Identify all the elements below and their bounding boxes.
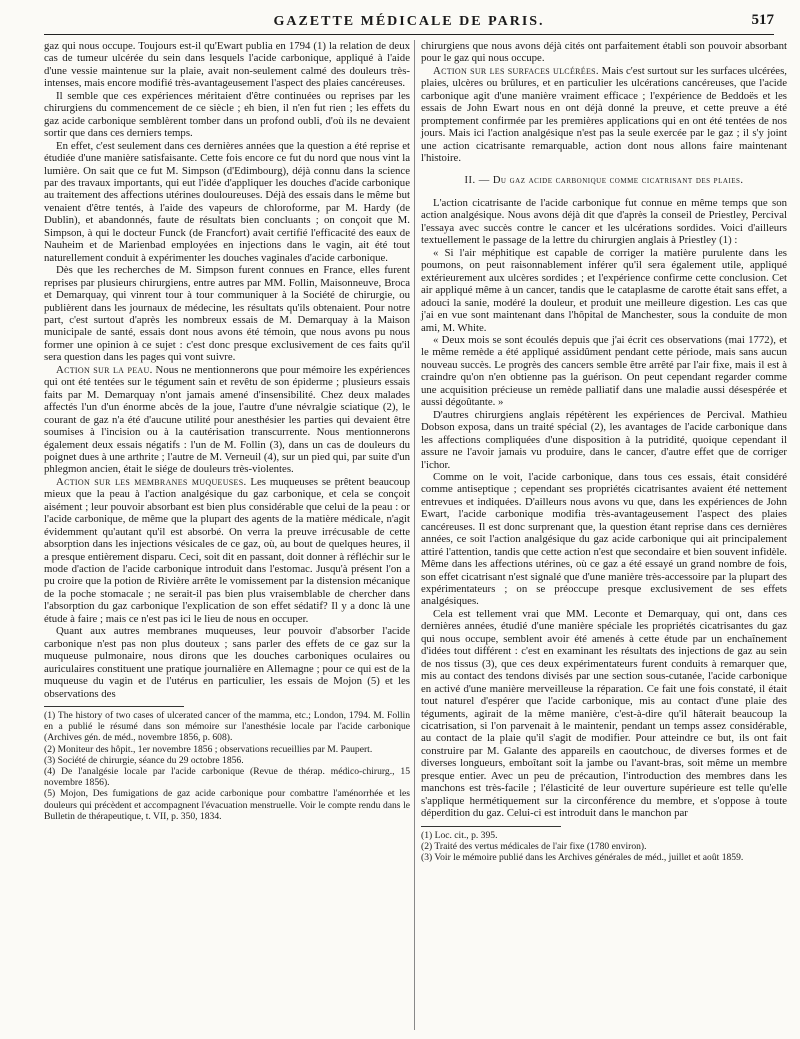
- footnote: (2) Moniteur des hôpit., 1er novembre 1856 ; observations recueillies par M. Paupert.: [44, 743, 373, 755]
- run-in-heading: Action sur la peau.: [56, 363, 153, 376]
- footnote-rule: [44, 706, 184, 707]
- paragraph: [44, 476, 410, 625]
- footnote: (4) De l'analgésie locale par l'acide carbonique (Revue de thérap. médico-chirurg., 15 novembre 1856).: [44, 766, 410, 789]
- footnote: (1) The history of two cases of ulcerated cancer of the mamma, etc.; London, 1794. M. Follin en a publié le résumé dans son mémoire sur l'anesthésie locale par l'acide carbonique (Archives gén. de méd., novembre 1856, p. 608).: [44, 710, 410, 744]
- footnotes: [44, 710, 410, 822]
- paragraph: Quant aux autres membranes muqueuses, leur pouvoir d'absorber l'acide carbonique n'est pas non plus douteux ; sans parler des effets de ce gaz sur la muqueuse pulmonaire, nous dirons que les douches carboniques oculaires ou auriculaires constituent une pratique journalière en Allemagne ; pour ce qui est de la muqueuse du vagin et de l'utérus en particulier, les essais de Mojon (5) et les observations des: [44, 625, 410, 700]
- paragraph-text: Les muqueuses se prêtent beaucoup mieux que la peau à l'action analgésique du gaz carbonique, et cela se conçoit aisément ; leur pouvoir absorbant est bien plus considérable que celui de la peau : or l'acide carbonique, de même que la plupart des agents de la matière médicale, n'agit évidemment qu'autant qu'il est absorbé. On verra la preuve irrécusable de cette absorption dans les injections vésicales de ce gaz, où, au bout de quelques heures, il a presque entièrement disparu. Ceci, soit dit en passant, doit donner à réfléchir sur le mode d'action de l'acide carbonique introduit dans l'estomac. Jusqu'à présent l'on a pu croire que la potion de Rivière arrête le vomissement par la distension mécanique de la poche stomacale ; ne serait-il pas bien plus vraisemblable de chercher dans l'absorption du gaz carbonique l'explication de son effet sédatif? Il y a donc là une étude à faire ; mais ce n'est pas ici le lieu de nous en occuper.: [44, 475, 410, 625]
- right-column: [414, 40, 787, 1030]
- paragraph: L'action cicatrisante de l'acide carbonique fut connue en même temps que son action analgésique. Nous avons déjà dit que d'après la conseil de Priestley, Percival l'essaya avec succès contre le cancer et les ulcérations sordides. Voici d'ailleurs textuellement le passage de la lettre du chirurgien anglais à Priestley (1) :: [421, 196, 787, 247]
- footnote: (2) Traité des vertus médicales de l'air fixe (1780 environ).: [421, 840, 647, 852]
- paragraph: [44, 364, 410, 476]
- paragraph: En effet, c'est seulement dans ces dernières années que la question a été reprise et étudiée d'une manière satisfaisante. Cette fois encore ce fut du nord que nous vint la lumière. On sait que ce fut M. Simpson (d'Edimbourg), déjà connu dans la science par des travaux importants, qui eut l'idée d'appliquer les douches d'acide carbonique au traitement des affections utérines douloureuses. Déjà des essais dans le même but venaient d'être tentés, à l'aide des vapeurs de chloroforme, par M. Hardy (de Dublin), et abandonnés, faute de résultats bien concluants ; on conçoit que M. Simpson, à qui le docteur Funck (de Francfort) avait certifié l'efficacité des eaux de Nauheim et de Marienbad employées en injections dans le vagin, ait été tout naturellement conduit à expérimenter les douches vaginales d'acide carbonique.: [44, 139, 410, 264]
- paragraph: Cela est tellement vrai que MM. Leconte et Demarquay, qui ont, dans ces dernières années, étudié d'une manière spéciale les propriétés cicatrisantes du gaz qui nous occupe, semblent avoir été amenés à cette étude par un enchaînement d'idées tout différent : c'est en examinant les résultats des injections de gaz au sein de nos tissus (3), que ces deux expérimentateurs furent conduits à remarquer que, mis au contact des tendons divisés par une section sous-cutanée, l'acide carbonique en activé d'une manière merveilleuse la réparation. Ce fait une fois constaté, il était tout naturel d'espérer que l'acide carbonique, mis au contact d'une plaie des téguments, agirait de la même manière, c'est-à-dire qu'il hâterait beaucoup la cicatrisation, si l'on parvenait à le maintenir, pendant un temps assez considérable, au contact de la plaie qu'il s'agit de modifier. Pour atteindre ce but, ils ont fait construire par M. Galante des appareils en caoutchouc, de diverses formes et de diverses longueurs, emboîtant soit la jambe ou l'avant-bras, soit même un membre presque entier. Avec un peu de précaution, l'introduction des membres dans les manchons est très-facile ; l'élasticité de leur ouverture supérieure est telle qu'elle s'applique hermétiquement sur la circonférence du membre, et s'oppose à toute déperdition du gaz. Celui-ci est introduit dans le manchon par: [421, 607, 787, 820]
- paragraph-text: Mais c'est surtout sur les surfaces ulcérées, plaies, ulcères ou brûlures, et en particulier les ulcérations cancéreuses, que l'acide carbonique agit d'une manière vraiment efficace ; l'expérience de Beddoës et les essais de John Ewart nous en ont déjà donné la preuve, et cette preuve a été promptement confirmée par les premières applications qui en ont été tentées de nos jours. Mais ici l'action analgésique n'est pas la seule exercée par le gaz ; il s'y joint une action cicatrisante remarquable, action dont nous allons faire maintenant l'histoire.: [421, 64, 787, 165]
- left-column: [44, 40, 410, 1030]
- footnote-rule: [421, 826, 561, 827]
- journal-title: GAZETTE MÉDICALE DE PARIS.: [273, 14, 545, 29]
- section-heading: II. — Du gaz acide carbonique comme cicatrisant des plaies.: [464, 174, 744, 186]
- footnote: (1) Loc. cit., p. 395.: [421, 829, 498, 841]
- run-in-heading: Action sur les membranes muqueuses.: [56, 475, 247, 488]
- footnotes: [421, 830, 787, 864]
- paragraph: [421, 65, 787, 165]
- paragraph: chirurgiens que nous avons déjà cités ont parfaitement établi son pouvoir absorbant pour le gaz qui nous occupe.: [421, 40, 787, 65]
- footnote: (3) Société de chirurgie, séance du 29 octobre 1856.: [44, 754, 244, 766]
- paragraph: Il semble que ces expériences méritaient d'être continuées ou reprises par les chirurgiens du commencement de ce siècle ; eh bien, il n'en fut rien ; les effets du gaz acide carbonique semblèrent tomber dans un profond oubli, d'où ils ne devaient sortir que dans ces derniers temps.: [44, 89, 410, 140]
- page-header: [44, 10, 774, 35]
- footnote: (3) Voir le mémoire publié dans les Archives générales de méd., juillet et août 1859.: [421, 852, 744, 864]
- run-in-heading: Action sur les surfaces ulcérées.: [433, 64, 599, 77]
- paragraph: Comme on le voit, l'acide carbonique, dans tous ces essais, était considéré comme antiseptique ; cependant ses propriétés cicatrisantes avaient été nettement entrevues et indiquées. D'ailleurs nous avons vu que, dans les expériences de John Ewart, l'acide carbonique modifia très-avantageusement l'aspect des plaies cancéreuses. Il est donc surprenant que, la question étant reprise dans ces dernières années, ce soit l'action analgésique du gaz acide carbonique qui ait principalement attiré l'attention, tandis que cette action n'est que secondaire et bien souvent infidèle. Même dans les affections utérines, où ce gaz a été essayé un grand nombre de fois, son effet cicatrisant n'est signalé que d'une manière très-accessoire par la plupart des expérimentateurs ; on se préoccupe presque exclusivement de ses effets analgésiques.: [421, 470, 787, 608]
- footnote: (5) Mojon, Des fumigations de gaz acide carbonique pour combattre l'aménorrhée et les douleurs qui précèdent et accompagnent l'évacuation menstruelle. Voir le compte rendu dans le Bulletin de thérapeutique, t. VII, p. 350, 1834.: [44, 788, 410, 822]
- paragraph: « Si l'air méphitique est capable de corriger la matière purulente dans les poumons, on peut raisonnablement inférer qu'il sera également utile, appliqué extérieurement aux ulcères sordides ; et l'expérience confirme cette conclusion. Cet air appliqué même à un cancer, tandis que le cataplasme de carotte était sans effet, a adouci la sanie, modéré la douleur, et produit une meilleure digestion. Les cas que j'ai en vue sont maintenant dans l'hôpital de Manchester, sous la conduite de mon ami, M. White.: [421, 246, 787, 334]
- page-number: 517: [751, 12, 774, 28]
- paragraph: Dès que les recherches de M. Simpson furent connues en France, elles furent reprises par plusieurs chirurgiens, entre autres par MM. Follin, Maisonneuve, Broca et Demarquay, qui vinrent tour à tour communiquer à la Société de chirurgie, ou publièrent dans les journaux de médecine, les résultats qu'ils obtenaient. Pour notre part, c'est surtout d'après les nombreux essais de M. Demarquay à la Maison municipale de santé, essais dont nous avons été témoin, que nous avons pu nous former une opinion à ce sujet : c'est donc presque exclusivement de ces faits qu'il sera question dans les pages qui vont suivre.: [44, 264, 410, 364]
- paragraph: D'autres chirurgiens anglais répétèrent les expériences de Percival. Mathieu Dobson exposa, dans un traité spécial (2), les avantages de l'acide carbonique dans les affections compliquées d'une disposition à la putridité, quoique cependant il assure ne l'avoir jamais vu produire, dans le cancer, d'autre effet que de corriger l'ichor.: [421, 408, 787, 471]
- paragraph: gaz qui nous occupe. Toujours est-il qu'Ewart publia en 1794 (1) la relation de deux cas de tumeur ulcérée du sein dans lesquels l'acide carbonique, appliqué à l'aide d'une vessie maintenue sur la plaie, avait non-seulement calmé des douleurs très-intenses, mais encore modifié très-avantageusement l'aspect des plaies cancéreuses.: [44, 40, 410, 90]
- paragraph: « Deux mois se sont écoulés depuis que j'ai écrit ces observations (mai 1772), et le même remède a été appliqué assidûment pendant cette période, mais sans aucun nouveau succès. Le progrès des cancers semble être arrêté par l'air fixe, mais il est à craindre qu'on n'en obtienne pas la guérison. On peut cependant regarder comme une acquisition précieuse un remède palliatif dans une maladie aussi désespérée et aussi dégoûtante. »: [421, 333, 787, 409]
- paragraph-text: Nous ne mentionnerons que pour mémoire les expériences qui ont été tentées sur le tégument sain et revêtu de son épiderme ; plusieurs essais faits par M. Demarquay n'ont jamais amené d'insensibilité. Chez deux malades affectés l'un d'un énorme abcès de la joue, l'autre d'une névralgie sciatique (2), le courant de gaz n'a été d'aucune utilité pour anesthésier les parties qui devaient être soumises à l'incision ou à la cautérisation transcurrente. Nous mentionnerons également deux essais négatifs : l'un de M. Follin (3), dans un cas de douleurs du poignet dues à une arthrite ; l'autre de M. Verneuil (4), sur un pied qui, par suite d'un phlegmon ancien, était le siége de douleurs très-violentes.: [44, 363, 410, 476]
